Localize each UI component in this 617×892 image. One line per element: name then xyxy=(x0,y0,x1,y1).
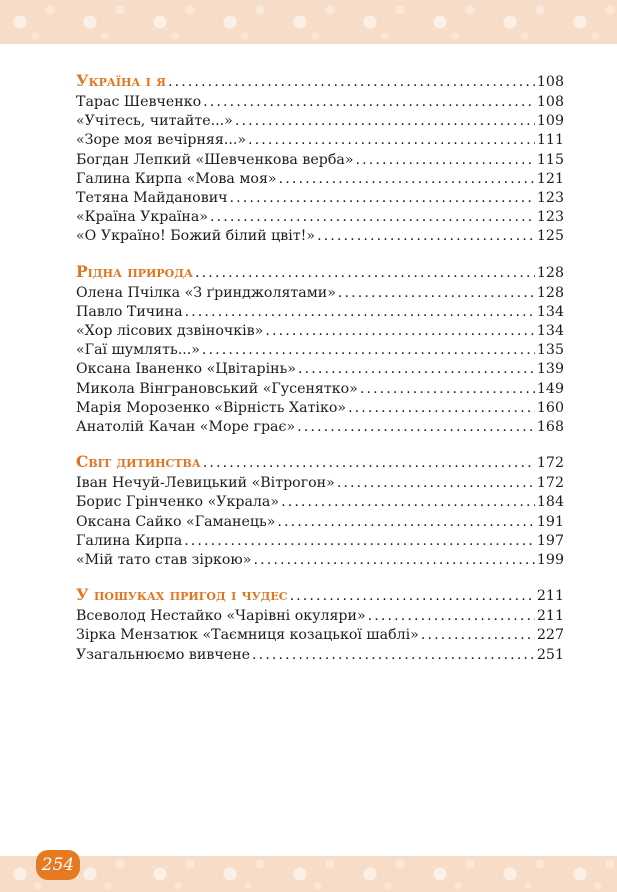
dot-leader xyxy=(265,322,535,341)
toc-section-1 xyxy=(76,70,564,247)
entry-page: 172 xyxy=(536,475,564,492)
dot-leader xyxy=(317,227,535,246)
dot-leader xyxy=(338,284,535,303)
toc-entry[interactable] xyxy=(76,322,564,341)
dot-leader xyxy=(230,189,535,208)
entry-page: 108 xyxy=(536,94,564,110)
page-number: 254 xyxy=(36,850,80,880)
dot-leader xyxy=(298,360,535,379)
section-heading[interactable] xyxy=(76,451,564,474)
toc-section-4 xyxy=(76,584,564,665)
entry-page: 134 xyxy=(536,323,564,340)
dot-leader xyxy=(168,71,535,93)
dot-leader xyxy=(202,341,535,360)
toc-entry[interactable] xyxy=(76,626,564,645)
toc-entry[interactable] xyxy=(76,474,564,493)
section-page: 211 xyxy=(536,588,564,605)
toc-entry[interactable] xyxy=(76,151,564,170)
entry-page: 139 xyxy=(536,361,564,378)
entry-page: 134 xyxy=(536,303,564,320)
entry-page: 115 xyxy=(536,151,564,168)
entry-page: 149 xyxy=(536,380,564,397)
entry-title: Зірка Мензатюк «Таємниця козацької шаблі» xyxy=(76,627,419,644)
toc-entry[interactable] xyxy=(76,493,564,512)
entry-page: 123 xyxy=(536,190,564,207)
entry-page: 121 xyxy=(536,170,564,187)
entry-title: Оксана Сайко «Гаманець» xyxy=(76,513,276,530)
toc-entry[interactable] xyxy=(76,607,564,626)
toc-entry[interactable] xyxy=(76,284,564,303)
dot-leader xyxy=(235,112,535,131)
section-title: Рідна природа xyxy=(76,261,193,281)
entry-page: 160 xyxy=(536,399,564,416)
dot-leader xyxy=(356,151,535,170)
entry-page: 227 xyxy=(536,627,564,644)
section-page: 128 xyxy=(536,264,564,281)
decorative-header-band xyxy=(0,0,617,44)
entry-page: 123 xyxy=(536,209,564,226)
entry-page: 109 xyxy=(536,113,564,130)
entry-title: Микола Вінграновський «Гусенятко» xyxy=(76,380,358,397)
dot-leader xyxy=(281,493,535,512)
toc-entry[interactable] xyxy=(76,170,564,189)
dot-leader xyxy=(297,418,535,437)
toc-entry[interactable] xyxy=(76,227,564,246)
table-of-contents xyxy=(76,70,564,679)
dot-leader xyxy=(279,170,535,189)
toc-entry[interactable] xyxy=(76,380,564,399)
entry-title: Тарас Шевченко xyxy=(76,94,202,110)
entry-page: 125 xyxy=(536,228,564,245)
entry-page: 197 xyxy=(536,532,564,549)
entry-page: 191 xyxy=(536,513,564,530)
entry-title: «Хор лісових дзвіночків» xyxy=(76,323,264,340)
toc-entry[interactable] xyxy=(76,93,564,112)
entry-page: 199 xyxy=(536,552,564,569)
entry-title: Марія Морозенко «Вірність Хатіко» xyxy=(76,399,347,416)
toc-entry[interactable] xyxy=(76,131,564,150)
dot-leader xyxy=(248,131,535,150)
toc-entry[interactable] xyxy=(76,418,564,437)
entry-title: Іван Нечуй-Левицький «Вітрогон» xyxy=(76,475,335,492)
entry-title: «Країна Україна» xyxy=(76,209,208,226)
entry-title: «О Україно! Божий білий цвіт!» xyxy=(76,228,316,245)
toc-entry[interactable] xyxy=(76,208,564,227)
section-page: 108 xyxy=(536,74,564,90)
entry-page: 184 xyxy=(536,494,564,511)
dot-leader xyxy=(277,513,534,532)
toc-entry[interactable] xyxy=(76,646,564,665)
dot-leader xyxy=(421,626,535,645)
dot-leader xyxy=(337,474,535,493)
entry-title: Тетяна Майданович xyxy=(76,190,228,207)
toc-entry[interactable] xyxy=(76,303,564,322)
entry-page: 211 xyxy=(536,608,564,625)
entry-title: Борис Грінченко «Украла» xyxy=(76,494,280,511)
section-title: У пошуках пригод і чудес xyxy=(76,585,288,605)
dot-leader xyxy=(203,452,535,474)
dot-leader xyxy=(360,380,535,399)
entry-title: Анатолій Качан «Море грає» xyxy=(76,419,296,436)
toc-section-3 xyxy=(76,451,564,570)
toc-entry[interactable] xyxy=(76,341,564,360)
dot-leader xyxy=(348,399,535,418)
dot-leader xyxy=(290,585,535,607)
dot-leader xyxy=(368,607,535,626)
entry-title: Павло Тичина xyxy=(76,303,183,320)
dot-leader xyxy=(203,93,535,112)
entry-title: «Зоре моя вечірняя...» xyxy=(76,132,247,149)
section-heading[interactable] xyxy=(76,70,564,93)
toc-entry[interactable] xyxy=(76,551,564,570)
toc-entry[interactable] xyxy=(76,360,564,379)
section-page: 172 xyxy=(536,455,564,472)
entry-title: Оксана Іваненко «Цвітарінь» xyxy=(76,361,296,378)
entry-page: 135 xyxy=(536,342,564,359)
entry-title: Галина Кирпа xyxy=(76,532,183,549)
section-title: Україна і я xyxy=(76,71,166,90)
entry-title: Богдан Лепкий «Шевченкова верба» xyxy=(76,151,354,168)
toc-entry[interactable] xyxy=(76,513,564,532)
toc-entry[interactable] xyxy=(76,532,564,551)
entry-title: Галина Кирпа «Мова моя» xyxy=(76,170,277,187)
toc-section-2 xyxy=(76,261,564,438)
entry-page: 251 xyxy=(536,646,564,663)
dot-leader xyxy=(184,532,535,551)
dot-leader xyxy=(185,303,535,322)
dot-leader xyxy=(252,646,535,665)
entry-title: Олена Пчілка «З ґринджолятами» xyxy=(76,284,336,301)
entry-title: «Мій тато став зіркою» xyxy=(76,552,252,569)
section-heading[interactable] xyxy=(76,584,564,607)
entry-title: «Учітесь, читайте...» xyxy=(76,113,233,130)
entry-title: Всеволод Нестайко «Чарівні окуляри» xyxy=(76,608,366,625)
section-title: Світ дитинства xyxy=(76,452,201,472)
entry-page: 111 xyxy=(536,132,564,149)
section-heading[interactable] xyxy=(76,261,564,284)
dot-leader xyxy=(210,208,535,227)
entry-page: 128 xyxy=(536,284,564,301)
entry-page: 168 xyxy=(536,419,564,436)
decorative-footer-band xyxy=(0,856,617,892)
dot-leader xyxy=(253,551,534,570)
entry-title: «Гаї шумлять...» xyxy=(76,342,200,359)
toc-entry[interactable] xyxy=(76,399,564,418)
toc-entry[interactable] xyxy=(76,112,564,131)
dot-leader xyxy=(195,262,535,284)
entry-title: Узагальнюємо вивчене xyxy=(76,646,250,663)
toc-entry[interactable] xyxy=(76,189,564,208)
